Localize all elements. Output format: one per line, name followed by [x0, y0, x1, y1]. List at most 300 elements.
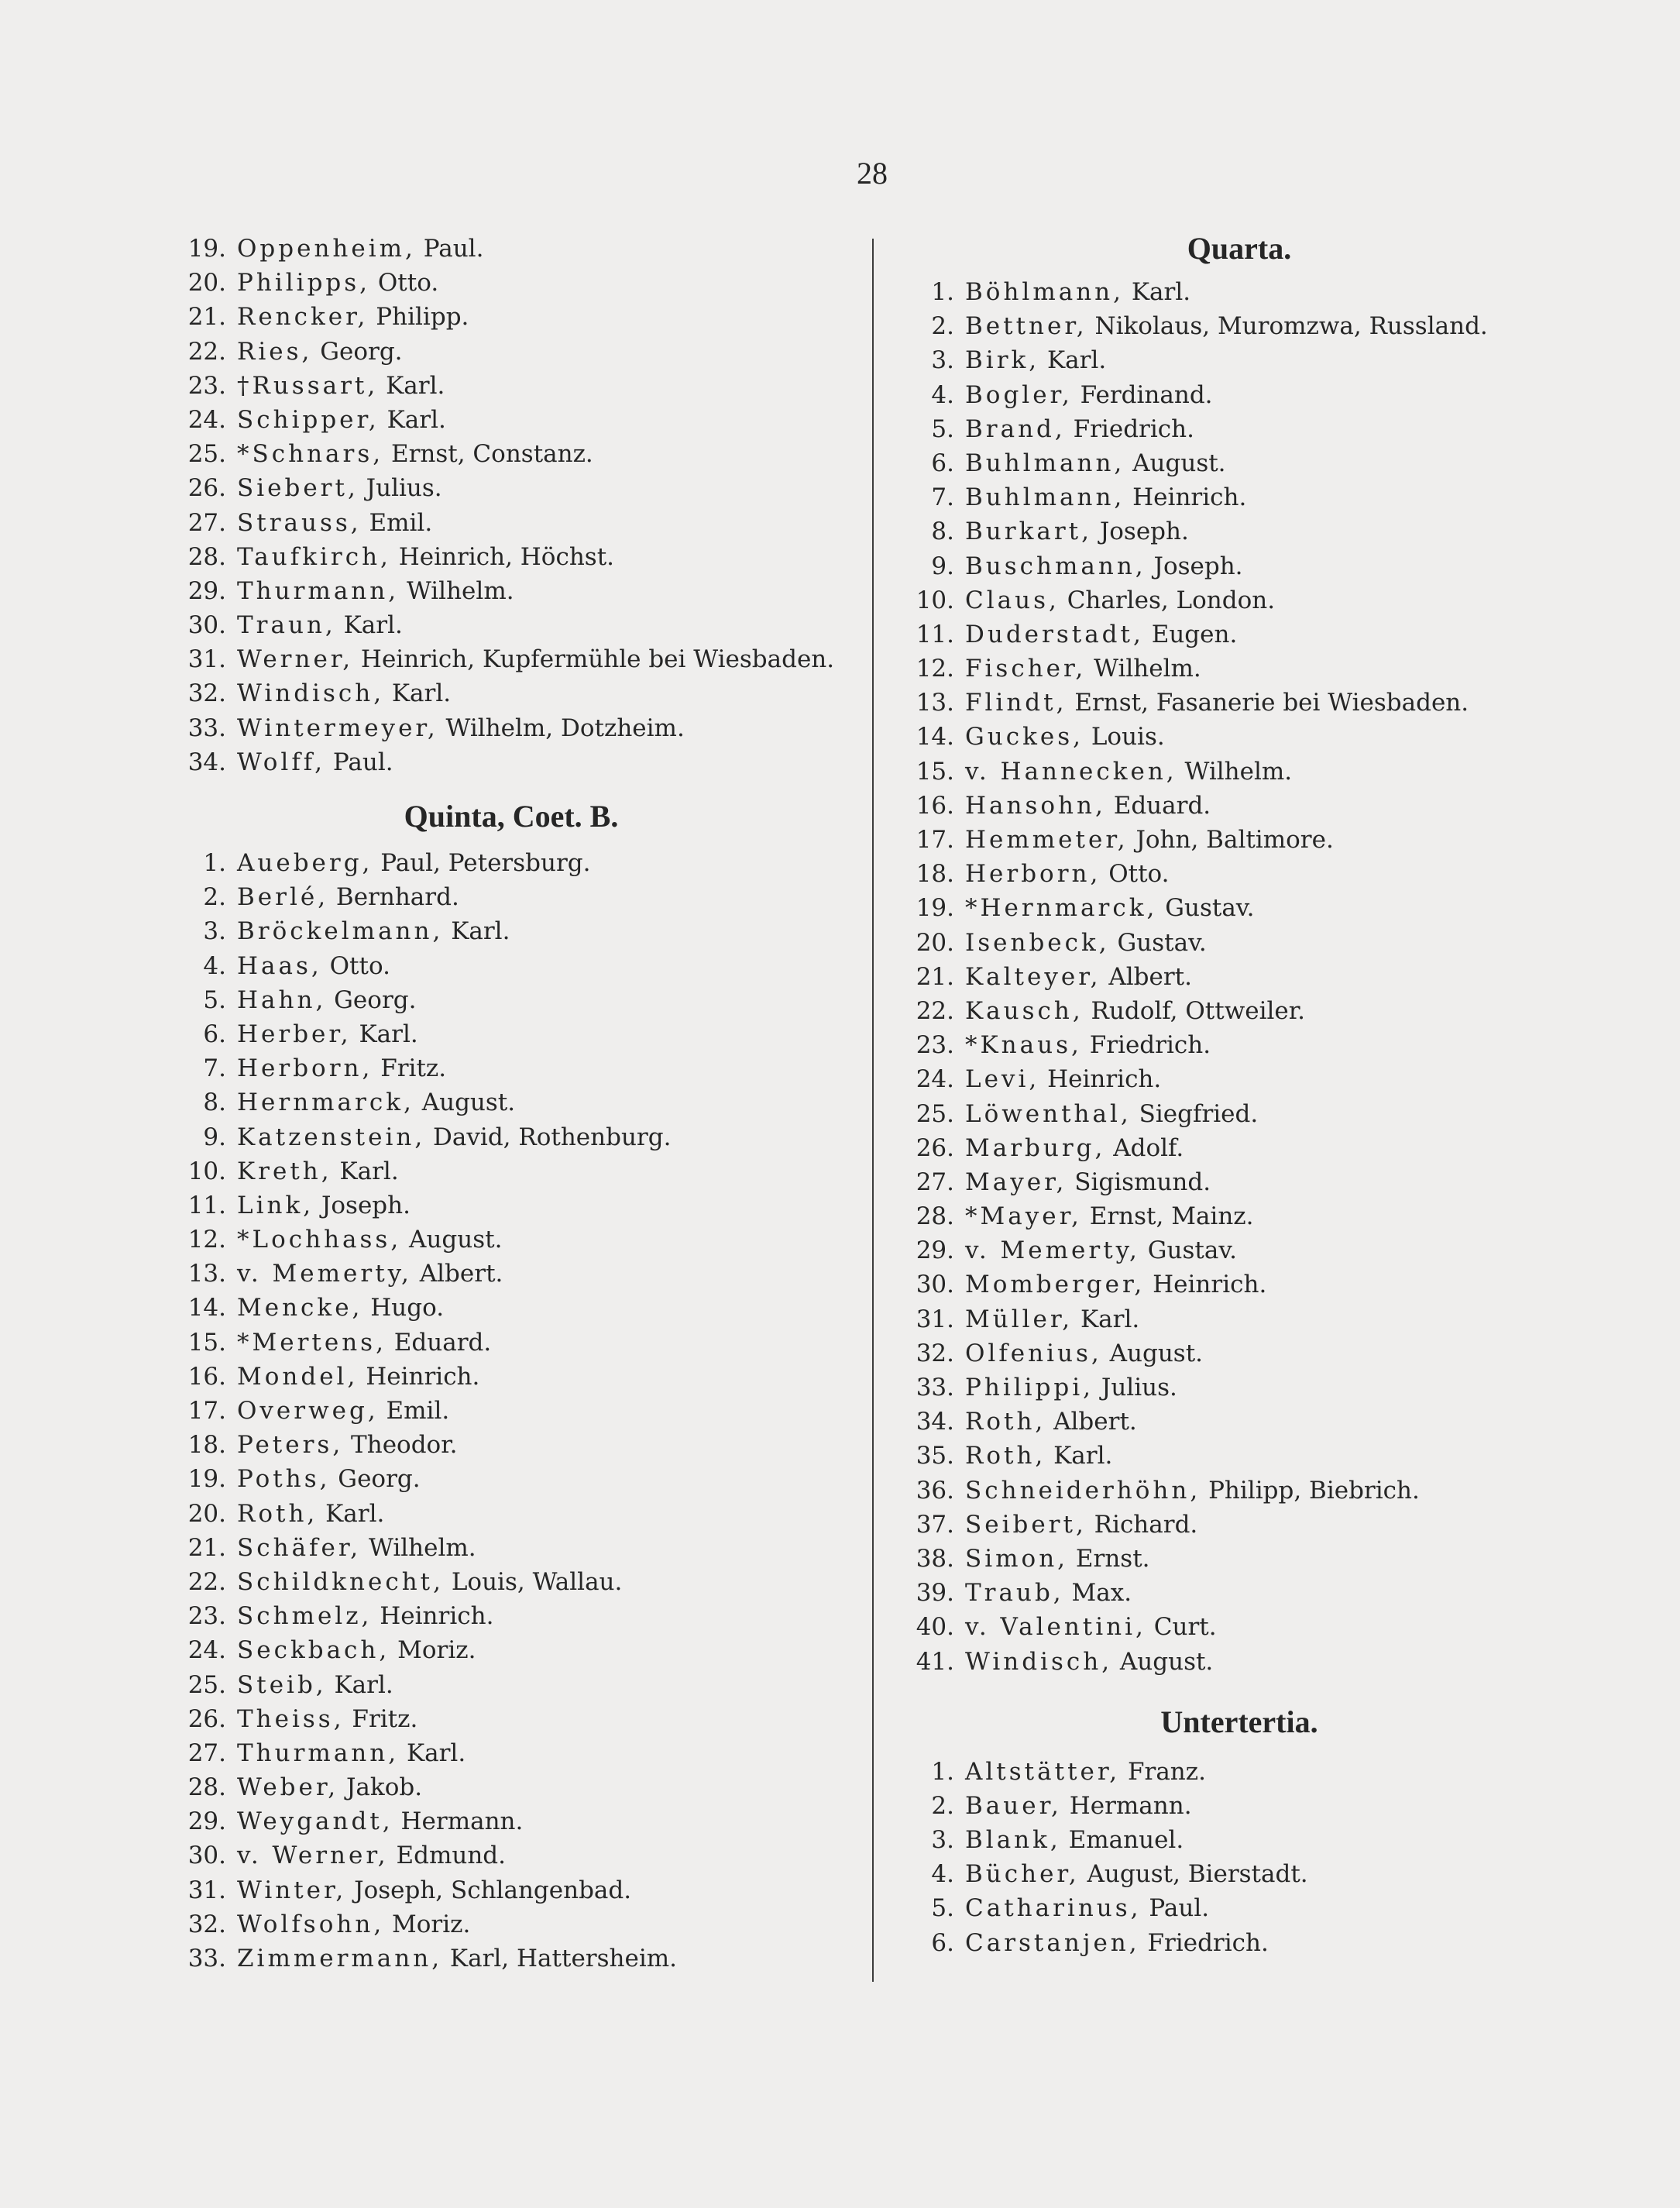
entry-details: Karl. — [1073, 1305, 1140, 1333]
entry-details: Julius. — [1094, 1374, 1177, 1401]
entry-number: 33. — [916, 1374, 954, 1401]
entry-surname: Weber, — [237, 1773, 339, 1802]
entry-details: Julius. — [358, 474, 442, 503]
list-item — [155, 714, 852, 748]
entry-details: Karl, Hattersheim. — [442, 1945, 677, 1972]
list-item — [155, 1705, 852, 1739]
entry-number: 26. — [916, 1133, 954, 1162]
list-item — [155, 1465, 852, 1499]
entry-surname: Wintermeyer, — [237, 714, 438, 742]
list-item — [883, 1408, 1549, 1442]
entry-details: Wilhelm. — [1177, 757, 1293, 786]
entry-number: 5. — [931, 1894, 954, 1923]
entry-details: Friedrich. — [1139, 1928, 1269, 1957]
entry-number: 9. — [931, 552, 954, 580]
entry-details: Rudolf, Ottweiler. — [1083, 996, 1306, 1025]
list-item — [155, 1363, 852, 1397]
entry-surname: v. Werner, — [237, 1842, 389, 1870]
list-item — [155, 748, 852, 782]
entry-surname: v. Memerty, — [237, 1260, 412, 1288]
entry-surname: *Knaus, — [965, 1031, 1082, 1060]
entry-number: 12. — [187, 1226, 226, 1254]
entry-number: 24. — [187, 405, 226, 434]
entry-number: 3. — [931, 1826, 954, 1855]
entry-surname: Haas, — [237, 951, 322, 980]
entry-number: 12. — [916, 655, 954, 683]
list-item — [155, 1431, 852, 1465]
entry-surname: Ries, — [237, 337, 313, 366]
entry-details: Paul. — [1141, 1894, 1210, 1923]
entry-surname: *Lochhass, — [237, 1226, 402, 1254]
entry-details: Joseph, Schlangenbad. — [346, 1876, 632, 1904]
entry-surname: *Mertens, — [237, 1328, 387, 1357]
list-item — [155, 1260, 852, 1294]
entry-surname: Bauer, — [965, 1791, 1062, 1820]
entry-number: 40. — [916, 1613, 954, 1642]
entry-details: Albert. — [1046, 1408, 1137, 1436]
section-heading-quarta: Quarta. — [1187, 231, 1292, 266]
entry-number: 18. — [187, 1431, 226, 1460]
list-item — [155, 577, 852, 611]
entry-details: Ernst, Fasanerie bei Wiesbaden. — [1067, 689, 1469, 717]
entry-details: Karl. — [1124, 278, 1191, 306]
entry-surname: Hahn, — [237, 985, 327, 1014]
entry-number: 23. — [187, 1602, 226, 1631]
entry-number: 33. — [187, 714, 226, 742]
entry-number: 32. — [916, 1339, 954, 1367]
entry-number: 2. — [931, 312, 954, 341]
list-item — [883, 894, 1549, 928]
entry-number: 2. — [203, 883, 226, 912]
entry-details: Wilhelm, Dotzheim. — [438, 714, 685, 742]
list-item — [883, 758, 1549, 792]
list-item — [883, 312, 1549, 346]
entry-details: Karl. — [335, 611, 403, 640]
entry-surname: Momberger, — [965, 1271, 1146, 1299]
entry-details: Theodor. — [343, 1431, 458, 1460]
entry-surname: Roth, — [965, 1442, 1046, 1470]
entry-details: Wilhelm. — [1086, 655, 1201, 683]
list-item — [883, 415, 1549, 449]
entry-surname: Altstätter, — [965, 1757, 1121, 1786]
entry-details: Paul. — [415, 235, 484, 263]
entry-details: Richard. — [1086, 1510, 1198, 1539]
entry-number: 22. — [916, 996, 954, 1025]
list-item — [155, 952, 852, 986]
entry-surname: Seckbach, — [237, 1636, 390, 1665]
entry-surname: Windisch, — [237, 679, 385, 708]
entry-number: 41. — [916, 1647, 954, 1676]
entry-number: 24. — [187, 1636, 226, 1665]
entry-number: 31. — [187, 645, 226, 674]
entry-details: Fritz. — [344, 1704, 418, 1733]
entry-surname: Marburg, — [965, 1133, 1106, 1162]
entry-surname: Catharinus, — [965, 1894, 1142, 1923]
list-item — [155, 1192, 852, 1226]
list-item — [883, 997, 1549, 1031]
entry-surname: Brand, — [965, 414, 1066, 443]
list-item — [155, 1329, 852, 1363]
entry-surname: Carstanjen, — [965, 1928, 1140, 1957]
list-item — [883, 381, 1549, 415]
entry-number: 10. — [187, 1157, 226, 1185]
entry-number: 19. — [916, 894, 954, 923]
entry-number: 16. — [916, 791, 954, 820]
entry-surname: Aueberg, — [237, 849, 373, 877]
entry-number: 31. — [187, 1876, 226, 1904]
list-item — [155, 338, 852, 372]
entry-number: 26. — [187, 474, 226, 503]
list-item — [883, 518, 1549, 552]
list-item — [155, 1671, 852, 1705]
entry-number: 32. — [187, 1910, 226, 1938]
entry-number: 31. — [916, 1305, 954, 1333]
entry-details: Moriz. — [384, 1910, 471, 1938]
entry-number: 29. — [187, 1807, 226, 1836]
entry-number: 19. — [187, 235, 226, 263]
list-item — [883, 1168, 1549, 1202]
entry-surname: Bogler, — [965, 380, 1073, 409]
entry-number: 14. — [187, 1294, 226, 1322]
entry-surname: Taufkirch, — [237, 542, 391, 571]
entry-details: Ferdinand. — [1072, 380, 1213, 409]
list-item — [883, 1579, 1549, 1613]
list-item — [883, 1271, 1549, 1305]
list-item — [155, 372, 852, 406]
entry-details: Ernst, Constanz. — [383, 440, 593, 469]
entry-number: 18. — [916, 860, 954, 889]
list-item — [155, 1568, 852, 1602]
list-item — [155, 269, 852, 303]
entry-number: 25. — [916, 1099, 954, 1128]
list-item — [155, 440, 852, 474]
entry-number: 28. — [916, 1202, 954, 1231]
entry-surname: Burkart, — [965, 518, 1092, 546]
entry-number: 19. — [187, 1465, 226, 1494]
entry-number: 13. — [916, 689, 954, 717]
entry-surname: Katzenstein, — [237, 1123, 426, 1151]
entry-details: Karl. — [443, 917, 510, 946]
list-item — [155, 1089, 852, 1123]
entry-number: 23. — [916, 1031, 954, 1060]
entry-number: 30. — [187, 1842, 226, 1870]
entry-surname: Mencke, — [237, 1294, 363, 1322]
entry-number: 27. — [187, 508, 226, 537]
entry-number: 27. — [187, 1739, 226, 1767]
entry-details: Karl. — [1046, 1442, 1113, 1470]
entry-details: Ernst. — [1068, 1544, 1150, 1573]
entry-details: Karl. — [351, 1020, 418, 1048]
list-item — [155, 1294, 852, 1328]
entry-surname: v. Hannecken, — [965, 757, 1177, 786]
list-item — [883, 1134, 1549, 1168]
entry-surname: v. Memerty, — [965, 1236, 1140, 1265]
entry-number: 30. — [187, 611, 226, 640]
entry-surname: Traub, — [965, 1579, 1064, 1608]
entry-surname: Fischer, — [965, 655, 1087, 683]
entry-surname: *Schnars, — [237, 440, 384, 469]
entry-details: August. — [1101, 1339, 1204, 1367]
entry-number: 10. — [916, 586, 954, 614]
entry-surname: Mondel, — [237, 1362, 359, 1391]
entry-details: Emil. — [361, 508, 433, 537]
list-item — [883, 1792, 1549, 1826]
entry-details: Adolf. — [1105, 1133, 1184, 1162]
entry-number: 5. — [203, 985, 226, 1014]
list-item — [155, 1876, 852, 1911]
entry-details: Otto. — [1101, 860, 1170, 889]
list-item — [883, 1236, 1549, 1271]
entry-number: 21. — [187, 1533, 226, 1562]
entry-surname: Steib, — [237, 1670, 327, 1699]
list-item — [155, 1534, 852, 1568]
entry-details: Charles, London. — [1059, 586, 1276, 614]
entry-details: Wilhelm. — [399, 576, 514, 605]
entry-details: August. — [414, 1089, 516, 1117]
list-item — [883, 1202, 1549, 1236]
entry-number: 25. — [187, 1670, 226, 1699]
entry-number: 34. — [916, 1408, 954, 1436]
entry-details: Eugen. — [1143, 620, 1238, 648]
entry-details: August. — [401, 1226, 503, 1254]
entry-details: Nikolaus, Muromzwa, Russland. — [1087, 312, 1488, 341]
list-item — [155, 1500, 852, 1534]
entry-number: 4. — [203, 951, 226, 980]
entry-details: Heinrich. — [1039, 1065, 1162, 1094]
entry-surname: Bettner, — [965, 312, 1087, 341]
entry-details: Louis. — [1083, 723, 1165, 751]
untertertia-list — [883, 1758, 1549, 1963]
list-item — [883, 1613, 1549, 1647]
entry-details: Heinrich. — [358, 1362, 480, 1391]
entry-details: Georg. — [326, 985, 417, 1014]
list-item — [883, 929, 1549, 963]
section-heading-untertertia: Untertertia. — [1160, 1704, 1318, 1739]
entry-details: Bernhard. — [328, 883, 459, 912]
entry-surname: Duderstadt, — [965, 620, 1144, 648]
entry-details: Moriz. — [390, 1636, 476, 1665]
entry-number: 39. — [916, 1579, 954, 1608]
entry-details: Eduard. — [1105, 791, 1211, 820]
entry-surname: Böhlmann, — [965, 278, 1124, 306]
entry-number: 36. — [916, 1476, 954, 1505]
entry-number: 33. — [187, 1945, 226, 1972]
list-item — [155, 406, 852, 440]
entry-details: Albert. — [1101, 962, 1192, 991]
list-item — [883, 1442, 1549, 1476]
entry-number: 29. — [187, 576, 226, 605]
entry-details: Otto. — [370, 269, 439, 297]
entry-number: 34. — [187, 748, 226, 776]
list-item — [883, 586, 1549, 621]
entry-number: 7. — [931, 483, 954, 512]
entry-details: Karl. — [1039, 346, 1107, 375]
entry-surname: Isenbeck, — [965, 928, 1110, 957]
entry-details: Fritz. — [373, 1054, 447, 1083]
entry-number: 14. — [916, 723, 954, 751]
entry-details: Louis, Wallau. — [443, 1567, 623, 1596]
entry-details: Otto. — [321, 951, 390, 980]
entry-surname: Kausch, — [965, 996, 1084, 1025]
list-item — [155, 1020, 852, 1054]
list-item — [883, 1100, 1549, 1134]
list-item — [155, 1226, 852, 1260]
entry-number: 22. — [187, 1567, 226, 1596]
entry-number: 6. — [931, 449, 954, 477]
entry-number: 1. — [931, 278, 954, 306]
list-item — [883, 1340, 1549, 1374]
entry-number: 20. — [916, 928, 954, 957]
entry-details: Karl. — [379, 405, 446, 434]
list-item — [155, 1807, 852, 1842]
entry-surname: Thurmann, — [237, 576, 400, 605]
list-item — [883, 1545, 1549, 1579]
entry-number: 21. — [187, 303, 226, 332]
entry-surname: Schildknecht, — [237, 1567, 444, 1596]
entry-details: Paul. — [325, 748, 393, 776]
list-item — [883, 346, 1549, 380]
entry-number: 16. — [187, 1362, 226, 1391]
list-item — [155, 1157, 852, 1192]
entry-surname: Schmelz, — [237, 1602, 373, 1631]
entry-details: Karl. — [399, 1739, 466, 1767]
entry-number: 37. — [916, 1510, 954, 1539]
entry-details: Heinrich, Höchst. — [390, 542, 615, 571]
list-item — [883, 792, 1549, 826]
entry-details: August. — [1112, 1647, 1214, 1676]
entry-details: Philipp. — [368, 303, 469, 332]
list-item — [155, 679, 852, 714]
entry-surname: Hansohn, — [965, 791, 1106, 820]
list-item — [883, 1648, 1549, 1682]
entry-details: Gustav. — [1109, 928, 1207, 957]
entry-details: Heinrich. — [1125, 483, 1247, 512]
quarta-list — [883, 278, 1549, 1682]
entry-details: Siegfried. — [1131, 1099, 1259, 1128]
entry-number: 22. — [187, 337, 226, 366]
entry-details: Karl. — [318, 1499, 385, 1528]
entry-number: 2. — [931, 1791, 954, 1820]
entry-details: Joseph. — [1091, 518, 1189, 546]
list-item — [883, 1065, 1549, 1099]
entry-number: 11. — [916, 620, 954, 648]
entry-details: Eduard. — [386, 1328, 492, 1357]
entry-surname: Bücher, — [965, 1860, 1080, 1889]
entry-details: Franz. — [1120, 1757, 1206, 1786]
entry-surname: *Hernmarck, — [965, 894, 1158, 923]
list-item — [155, 1773, 852, 1807]
entry-surname: Herborn, — [237, 1054, 373, 1083]
entry-number: 20. — [187, 1499, 226, 1528]
entry-surname: Roth, — [965, 1408, 1046, 1436]
entry-number: 23. — [187, 371, 226, 400]
entry-details: Hermann. — [393, 1807, 524, 1836]
entry-number: 20. — [187, 269, 226, 297]
list-item — [883, 483, 1549, 518]
list-item — [883, 689, 1549, 723]
entry-surname: Guckes, — [965, 723, 1084, 751]
entry-number: 32. — [187, 679, 226, 708]
list-item — [883, 449, 1549, 483]
entry-surname: Rencker, — [237, 303, 369, 332]
entry-surname: Bröckelmann, — [237, 917, 444, 946]
list-item — [155, 509, 852, 543]
section-heading-quinta: Quinta, Coet. B. — [404, 799, 619, 834]
entry-number: 13. — [187, 1260, 226, 1288]
entry-details: Hugo. — [362, 1294, 445, 1322]
entry-number: 15. — [187, 1328, 226, 1357]
entry-details: Heinrich, Kupfermühle bei Wiesbaden. — [353, 645, 835, 674]
entry-surname: Müller, — [965, 1305, 1074, 1333]
list-item — [155, 1054, 852, 1089]
entry-details: Karl. — [378, 371, 445, 400]
list-item — [155, 849, 852, 883]
entry-surname: †Russart, — [237, 371, 379, 400]
entry-number: 8. — [203, 1089, 226, 1117]
entry-number: 30. — [916, 1271, 954, 1299]
entry-surname: *Mayer, — [965, 1202, 1082, 1231]
entry-details: Heinrich. — [1145, 1271, 1267, 1299]
entry-surname: Werner, — [237, 645, 354, 674]
list-item — [155, 1739, 852, 1773]
entry-surname: Windisch, — [965, 1647, 1113, 1676]
entry-number: 38. — [916, 1544, 954, 1573]
entry-details: Edmund. — [388, 1842, 506, 1870]
entry-number: 21. — [916, 962, 954, 991]
list-item — [883, 1929, 1549, 1963]
continued-list — [155, 235, 852, 782]
entry-surname: Philippi, — [965, 1374, 1094, 1401]
entry-details: Emanuel. — [1060, 1826, 1184, 1855]
entry-number: 6. — [931, 1928, 954, 1957]
entry-details: Friedrich. — [1065, 414, 1194, 443]
entry-number: 6. — [203, 1020, 226, 1048]
entry-surname: Flindt, — [965, 689, 1067, 717]
entry-surname: Overweg, — [237, 1397, 379, 1425]
list-item — [155, 645, 852, 679]
list-item — [155, 1123, 852, 1157]
entry-surname: Seibert, — [965, 1510, 1087, 1539]
entry-surname: Wolfsohn, — [237, 1910, 385, 1938]
list-item — [155, 543, 852, 577]
entry-number: 5. — [931, 414, 954, 443]
entry-details: Friedrich. — [1081, 1031, 1211, 1060]
entry-number: 1. — [931, 1757, 954, 1786]
entry-surname: Wolff, — [237, 748, 326, 776]
entry-surname: Peters, — [237, 1431, 344, 1460]
entry-surname: Herborn, — [965, 860, 1101, 889]
entry-surname: Buschmann, — [965, 552, 1146, 580]
entry-number: 35. — [916, 1442, 954, 1470]
entry-surname: Birk, — [965, 346, 1040, 375]
list-item — [155, 1842, 852, 1876]
list-item — [883, 655, 1549, 689]
list-item — [155, 1911, 852, 1945]
list-item — [883, 1511, 1549, 1545]
entry-surname: v. Valentini, — [965, 1613, 1146, 1642]
entry-number: 28. — [187, 542, 226, 571]
entry-number: 7. — [203, 1054, 226, 1083]
entry-surname: Siebert, — [237, 474, 359, 503]
page-number: 28 — [857, 156, 888, 191]
list-item — [883, 278, 1549, 312]
entry-number: 27. — [916, 1168, 954, 1196]
entry-surname: Traun, — [237, 611, 336, 640]
entry-details: Georg. — [330, 1465, 421, 1494]
entry-number: 3. — [931, 346, 954, 375]
list-item — [155, 1636, 852, 1670]
entry-details: Joseph. — [314, 1191, 411, 1219]
